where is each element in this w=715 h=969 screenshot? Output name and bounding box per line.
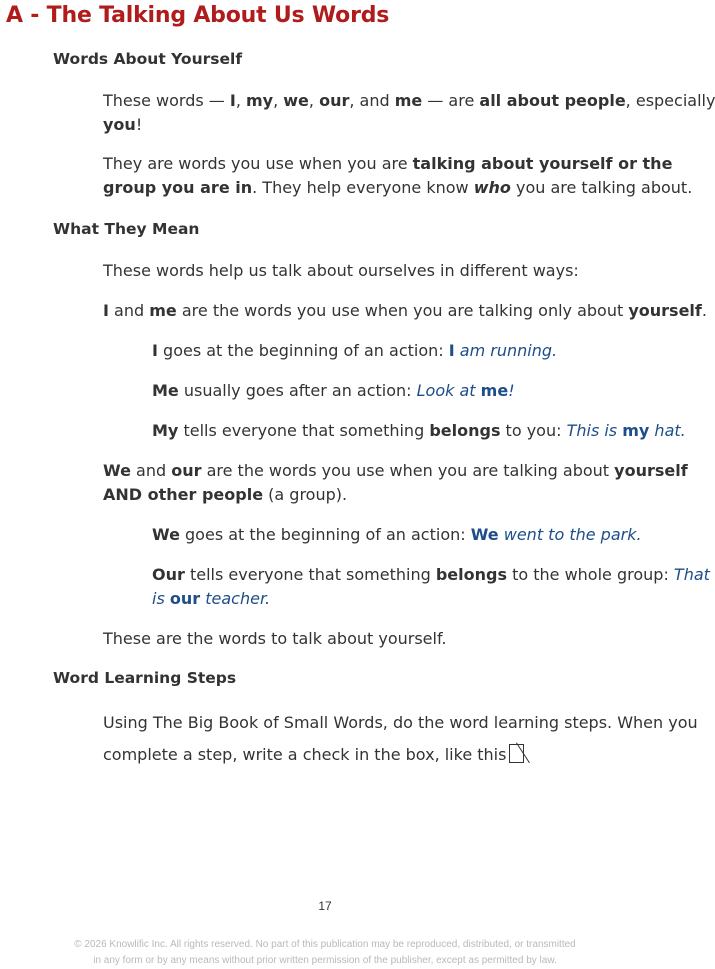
copyright-line-2: in any form or by any means without prior written permission of the publisher, except as permitted by law. [93, 955, 557, 966]
paragraph-summary: These are the words to talk about yourself. [103, 629, 447, 648]
page-title: A - The Talking About Us Words [6, 3, 390, 28]
paragraph-i-and-me: I and me are the words you use when you are talking only about yourself. [103, 301, 707, 320]
copyright-notice [0, 937, 650, 969]
copyright-line-1: © 2026 Knowlific Inc. All rights reserved. No part of this publication may be reproduced, distributed, or transmitted [74, 939, 576, 950]
page-number: 17 [318, 899, 332, 913]
paragraph-we-and-our: We and our are the words you use when you are talking about yourself AND other people (a group). [103, 461, 688, 504]
paragraph-instructions: Using The Big Book of Small Words, do the word learning steps. When you complete a step, write a check in the box, like this [103, 713, 698, 764]
paragraph-different-ways: These words help us talk about ourselves in different ways: [103, 261, 579, 280]
example-i: I goes at the beginning of an action: I am running. [152, 341, 558, 360]
example-we: We goes at the beginning of an action: We went to the park. [152, 525, 642, 544]
section-heading-word-learning-steps: Word Learning Steps [53, 669, 237, 687]
section-heading-what-they-mean: What They Mean [53, 220, 200, 238]
paragraph-intro: These words — I, my, we, our, and me — are all about people, especially you! [103, 91, 715, 134]
checked-box-icon [509, 744, 524, 763]
paragraph-usage: They are words you use when you are talking about yourself or the group you are in. They help everyone know who you are talking about. [103, 154, 693, 197]
section-heading-words-about-yourself: Words About Yourself [53, 50, 243, 68]
example-our: Our tells everyone that something belongs to the whole group: That is our teacher. [152, 565, 710, 608]
example-me: Me usually goes after an action: Look at me! [152, 381, 515, 400]
example-my: My tells everyone that something belongs to you: This is my hat. [152, 421, 686, 440]
